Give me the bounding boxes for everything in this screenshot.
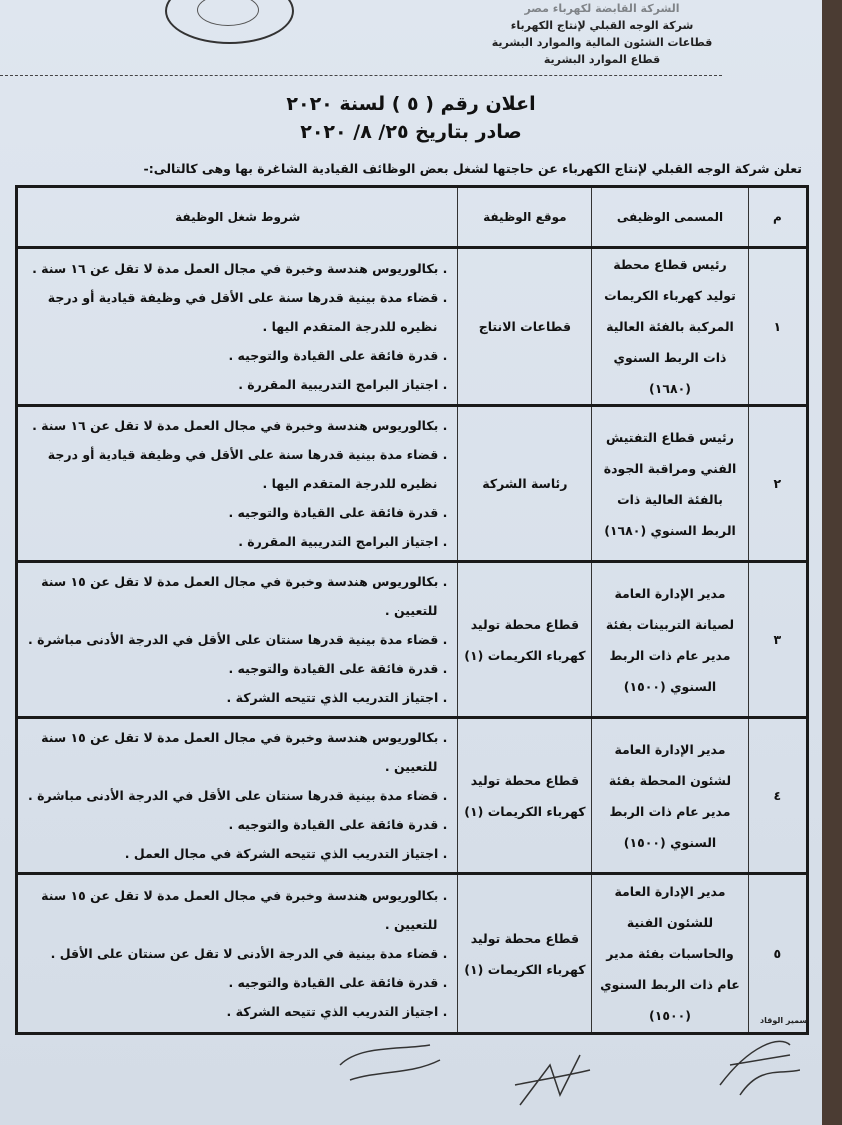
condition-line: . قدرة فائقة على القيادة والتوجيه . — [228, 975, 448, 990]
header-num: م — [748, 187, 807, 248]
row-number: ١ — [748, 248, 807, 406]
job-title: مدير الإدارة العامة للشئون الفنية والحاسبات بفئة مدير عام ذات الربط السنوي (١٥٠٠) — [592, 874, 748, 1034]
footer-label: سمير الوقاد — [760, 1016, 808, 1025]
job-title: مدير الإدارة العامة لصيانة التربينات بفئة مدير عام ذات الربط السنوي (١٥٠٠) — [592, 562, 748, 718]
row-number: ٢ — [748, 406, 807, 562]
condition-line: . اجتياز التدريب الذي تتيحه الشركة في مجال العمل . — [124, 846, 448, 861]
job-title: رئيس قطاع التفتيش الفني ومراقبة الجودة بالفئة العالية ذات الربط السنوي (١٦٨٠) — [592, 406, 748, 562]
letterhead-line: قطاعات الشئون المالية والموارد البشرية — [491, 36, 713, 49]
job-location: قطاعات الانتاج — [458, 248, 592, 406]
header-location: موقع الوظيفة — [458, 187, 592, 248]
condition-line: . قضاء مدة بينية في الدرجة الأدنى لا تقل عن سنتان على الأقل . — [50, 946, 448, 961]
signature-1 — [340, 1045, 440, 1080]
condition-line: . بكالوريوس هندسة وخبرة في مجال العمل مدة لا تقل عن ١٦ سنة . — [32, 261, 448, 276]
table-row — [17, 874, 808, 1034]
condition-line: . قدرة فائقة على القيادة والتوجيه . — [228, 505, 448, 520]
condition-line: . اجتياز البرامج التدريبية المقررة . — [238, 377, 448, 392]
signatures — [320, 1025, 800, 1115]
row-number: ٣ — [748, 562, 807, 718]
signature-3 — [720, 1041, 800, 1095]
condition-line: . بكالوريوس هندسة وخبرة في مجال العمل مدة لا تقل عن ١٦ سنة . — [32, 418, 448, 433]
header-title: المسمى الوظيفى — [592, 187, 748, 248]
condition-line: نظيره للدرجة المتقدم اليها . — [262, 319, 438, 334]
letterhead — [472, 0, 732, 68]
table-row — [17, 562, 808, 718]
job-conditions — [17, 406, 458, 562]
letterhead-line: شركة الوجه القبلي لإنتاج الكهرباء — [510, 19, 694, 32]
condition-line: . قضاء مدة بينية قدرها سنتان على الأقل في الدرجة الأدنى مباشرة . — [28, 632, 448, 647]
job-title: رئيس قطاع محطة توليد كهرباء الكريمات المركبة بالفئة العالية ذات الربط السنوي (١٦٨٠) — [592, 248, 748, 406]
signature-2 — [515, 1055, 590, 1105]
condition-line: للتعيين . — [384, 603, 438, 618]
announcement-date: صادر بتاريخ ٢٥/ ٨/ ٢٠٢٠ — [300, 121, 522, 143]
background-edge — [822, 0, 842, 1125]
table-row — [17, 406, 808, 562]
condition-line: للتعيين . — [384, 917, 438, 932]
condition-line: . قدرة فائقة على القيادة والتوجيه . — [228, 348, 448, 363]
jobs-table — [15, 185, 809, 1035]
condition-line: للتعيين . — [384, 759, 438, 774]
job-location: قطاع محطة توليد كهرباء الكريمات (١) — [458, 562, 592, 718]
job-conditions — [17, 874, 458, 1034]
row-number: ٤ — [748, 718, 807, 874]
job-location: قطاع محطة توليد كهرباء الكريمات (١) — [458, 718, 592, 874]
condition-line: . بكالوريوس هندسة وخبرة في مجال العمل مدة لا تقل عن ١٥ سنة — [41, 730, 448, 745]
condition-line: . قضاء مدة بينية قدرها سنة على الأقل في وظيفة قيادية أو درجة — [47, 290, 448, 305]
condition-line: . قدرة فائقة على القيادة والتوجيه . — [228, 817, 448, 832]
job-location: قطاع محطة توليد كهرباء الكريمات (١) — [458, 874, 592, 1034]
condition-line: . اجتياز التدريب الذي تتيحه الشركة . — [226, 690, 448, 705]
job-location: رئاسة الشركة — [458, 406, 592, 562]
row-number: ٥ — [748, 874, 807, 1034]
announcement-intro: تعلن شركة الوجه القبلي لإنتاج الكهرباء عن حاجتها لشغل بعض الوظائف القيادية الشاغرة بها وهى كالتالى:- — [143, 161, 802, 176]
letterhead-line: الشركة القابضة لكهرباء مصر — [524, 2, 680, 15]
table-row — [17, 248, 808, 406]
company-seal-logo — [165, 0, 294, 44]
header-conditions: شروط شغل الوظيفة — [17, 187, 458, 248]
condition-line: . اجتياز التدريب الذي تتيحه الشركة . — [226, 1004, 448, 1019]
job-conditions — [17, 248, 458, 406]
job-conditions — [17, 718, 458, 874]
job-conditions — [17, 562, 458, 718]
divider — [0, 75, 722, 76]
condition-line: . قدرة فائقة على القيادة والتوجيه . — [228, 661, 448, 676]
condition-line: . قضاء مدة بينية قدرها سنة على الأقل في وظيفة قيادية أو درجة — [47, 447, 448, 462]
condition-line: . بكالوريوس هندسة وخبرة في مجال العمل مدة لا تقل عن ١٥ سنة — [41, 888, 448, 903]
announcement-number: اعلان رقم ( ٥ ) لسنة ٢٠٢٠ — [286, 93, 536, 115]
table-row — [17, 718, 808, 874]
letterhead-line: قطاع الموارد البشرية — [543, 53, 661, 66]
condition-line: . قضاء مدة بينية قدرها سنتان على الأقل في الدرجة الأدنى مباشرة . — [28, 788, 448, 803]
condition-line: . بكالوريوس هندسة وخبرة في مجال العمل مدة لا تقل عن ١٥ سنة — [41, 574, 448, 589]
condition-line: نظيره للدرجة المتقدم اليها . — [262, 476, 438, 491]
job-title: مدير الإدارة العامة لشئون المحطة بفئة مدير عام ذات الربط السنوي (١٥٠٠) — [592, 718, 748, 874]
condition-line: . اجتياز البرامج التدريبية المقررة . — [238, 534, 448, 549]
